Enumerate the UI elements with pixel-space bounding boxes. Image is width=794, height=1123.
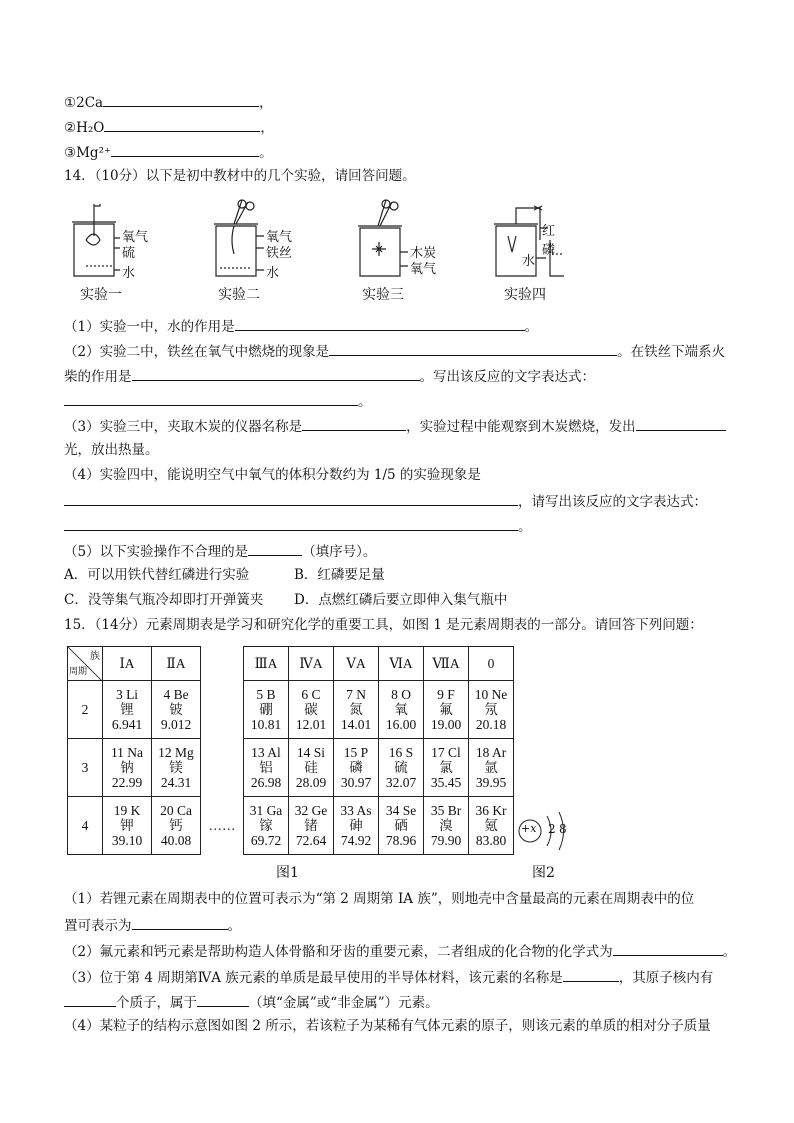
answer-blank[interactable] <box>235 315 525 331</box>
q13-item-3: ③Mg²⁺ 。 <box>64 141 273 163</box>
answer-blank[interactable] <box>197 991 249 1007</box>
q14-part1: （1）实验一中，水的作用是 。 <box>64 315 538 337</box>
q14-part4-eq: 。 <box>64 515 532 537</box>
answer-blank[interactable] <box>132 365 420 381</box>
element-cell: 6 C 碳 12.01 <box>289 681 334 739</box>
fig1-caption: 图1 <box>276 865 299 881</box>
q15-title: 15．（14分）元素周期表是学习和研究化学的重要工具，如图 1 是元素周期表的一部分。请回答下列问题： <box>64 617 703 633</box>
answer-blank[interactable] <box>103 91 259 107</box>
element-cell: 12 Mg 镁 24.31 <box>152 739 201 797</box>
q15-part3: （3）位于第 4 周期第ⅣA 族元素的单质是最早使用的半导体材料，该元素的名称是 ，其原子核内有 <box>64 966 713 988</box>
q15-part3-cont: 个质子，属于 （填“金属”或“非金属”）元素。 <box>64 991 439 1013</box>
ellipsis: …… <box>208 818 236 833</box>
q14-part2: （2）实验二中，铁丝在氧气中燃烧的现象是 。在铁丝下端系火 <box>64 340 725 362</box>
period-label: 3 <box>68 739 103 797</box>
answer-blank[interactable] <box>329 340 617 356</box>
option-b: B．红磷要足量 <box>294 567 385 583</box>
element-cell: 5 B 硼 10.81 <box>244 681 289 739</box>
answer-blank[interactable] <box>64 390 358 406</box>
element-cell: 9 F 氟 19.00 <box>424 681 469 739</box>
answer-blank[interactable] <box>132 914 228 930</box>
exp2-caption: 实验二 <box>218 287 260 303</box>
option-a: A．可以用铁代替红磷进行实验 <box>64 567 250 583</box>
group-header: ⅣA <box>289 647 334 681</box>
group-header: ⅤA <box>334 647 379 681</box>
answer-blank[interactable] <box>563 966 619 982</box>
element-cell: 7 N 氮 14.01 <box>334 681 379 739</box>
group-header: ⅠA <box>103 647 152 681</box>
element-cell: 32 Ge 锗 72.64 <box>289 797 334 855</box>
element-cell: 8 O 氧 16.00 <box>379 681 424 739</box>
q14-title: 14．（10分）以下是初中教材中的几个实验，请回答问题。 <box>64 168 416 184</box>
fig2-caption: 图2 <box>532 865 555 881</box>
q14-part4-cont: ，请写出该反应的文字表达式： <box>64 490 707 512</box>
q14-part5: （5）以下实验操作不合理的是 （填序号）。 <box>64 540 376 562</box>
element-cell: 13 Al 铝 26.98 <box>244 739 289 797</box>
q14-part3: （3）实验三中，夹取木炭的仪器名称是 ，实验过程中能观察到木炭燃烧，发出 <box>64 415 726 437</box>
q14-part4: （4）实验四中，能说明空气中氧气的体积分数约为 1/5 的实验现象是 <box>64 467 481 483</box>
q15-part4: （4）某粒子的结构示意图如图 2 所示，若该粒子为某稀有气体元素的原子，则该元素的单质的相对分子质量 <box>64 1018 711 1034</box>
element-cell: 20 Ca 钙 40.08 <box>152 797 201 855</box>
q15-part1: （1）若锂元素在周期表中的位置可表示为“第 2 周期第 ⅠA 族”，则地壳中含量最高的元素在周期表中的位 <box>64 891 695 907</box>
option-c: C．没等集气瓶冷却即打开弹簧夹 <box>64 592 264 608</box>
period-label: 2 <box>68 681 103 739</box>
element-cell: 16 S 硫 32.07 <box>379 739 424 797</box>
element-cell: 18 Ar 氩 39.95 <box>469 739 514 797</box>
answer-blank[interactable] <box>111 141 259 157</box>
group-header: ⅢA <box>244 647 289 681</box>
q15-part1-cont: 置可表示为 。 <box>64 914 241 936</box>
element-cell: 34 Se 硒 78.96 <box>379 797 424 855</box>
exp4-caption: 实验四 <box>504 287 546 303</box>
answer-blank[interactable] <box>104 116 260 132</box>
answer-blank[interactable] <box>636 415 726 431</box>
element-cell: 11 Na 钠 22.99 <box>103 739 152 797</box>
element-cell: 4 Be 铍 9.012 <box>152 681 201 739</box>
exp1-caption: 实验一 <box>80 287 122 303</box>
answer-blank[interactable] <box>613 940 723 956</box>
exp3-caption: 实验三 <box>362 287 404 303</box>
element-cell: 31 Ga 镓 69.72 <box>244 797 289 855</box>
element-cell: 35 Br 溴 79.90 <box>424 797 469 855</box>
group-header: ⅦA <box>424 647 469 681</box>
group-header: 0 <box>469 647 514 681</box>
answer-blank[interactable] <box>248 540 302 556</box>
group-header: ⅡA <box>152 647 201 681</box>
element-cell: 33 As 砷 74.92 <box>334 797 379 855</box>
answer-blank[interactable] <box>64 490 518 506</box>
q13-item-1: ①2Ca ， <box>64 91 273 113</box>
q15-part2: （2）氟元素和钙元素是帮助构造人体骨骼和牙齿的重要元素，二者组成的化合物的化学式为 。 <box>64 940 736 962</box>
answer-blank[interactable] <box>64 515 518 531</box>
q13-item-2: ②H₂O ， <box>64 116 274 138</box>
element-cell: 15 P 磷 30.97 <box>334 739 379 797</box>
element-cell: 10 Ne 氖 20.18 <box>469 681 514 739</box>
element-cell: 17 Cl 氯 35.45 <box>424 739 469 797</box>
q14-part2-cont: 柴的作用是 。写出该反应的文字表达式： <box>64 365 595 387</box>
element-cell: 14 Si 硅 28.09 <box>289 739 334 797</box>
experiment-figures: 氧气 硫 水 氧气 铁丝 水 木炭 氧气 红磷 水 实验一 实验二 实验三 实验四 <box>64 196 564 304</box>
element-cell: 36 Kr 氪 83.80 <box>469 797 514 855</box>
element-cell: 3 Li 锂 6.941 <box>103 681 152 739</box>
period-label: 4 <box>68 797 103 855</box>
answer-blank[interactable] <box>64 991 116 1007</box>
q14-part2-eq: 。 <box>64 390 372 412</box>
periodic-table <box>67 646 514 855</box>
element-cell: 19 K 钾 39.10 <box>103 797 152 855</box>
group-header: ⅥA <box>379 647 424 681</box>
option-d: D．点燃红磷后要立即伸入集气瓶中 <box>294 592 508 608</box>
table-corner: 族 周期 <box>68 647 103 681</box>
atom-structure-diagram: +x 2 8 <box>516 808 576 854</box>
answer-blank[interactable] <box>302 415 406 431</box>
q14-part3-cont: 光，放出热量。 <box>64 442 159 458</box>
